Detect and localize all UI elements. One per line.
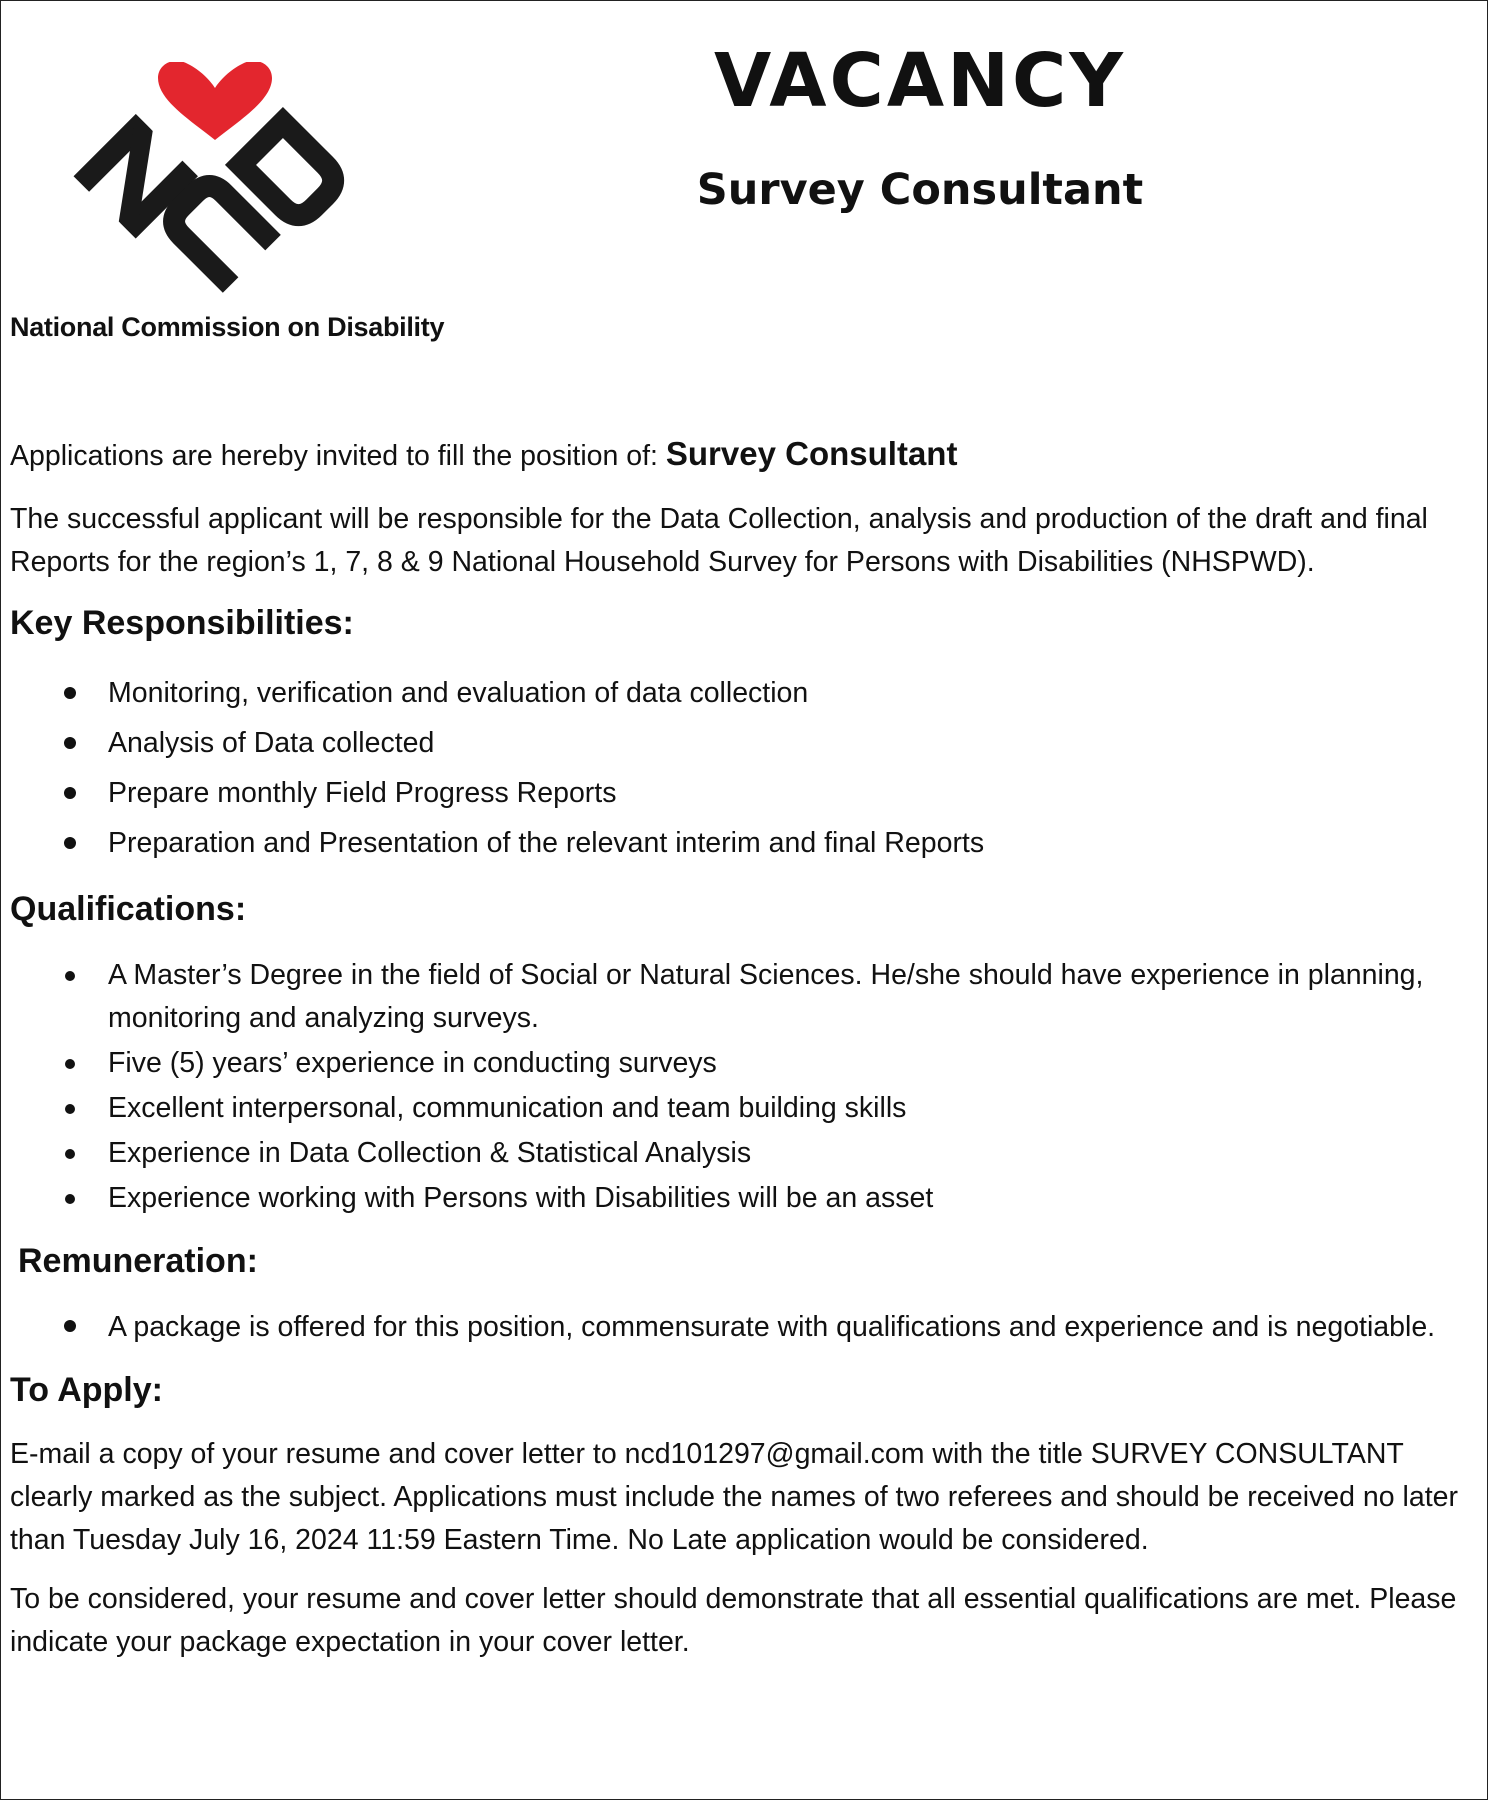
list-item-text: Experience in Data Collection & Statistical Analysis [108, 1137, 752, 1169]
list-item [10, 1042, 1480, 1085]
intro-position: Survey Consultant [665, 435, 958, 472]
bullet-icon [64, 837, 76, 849]
bullet-icon [65, 1149, 75, 1159]
bullet-icon [65, 1104, 75, 1114]
list-item [10, 668, 1480, 718]
list-item [10, 818, 1480, 868]
position-heading: Survey Consultant [696, 165, 1144, 215]
logo-letter-d [241, 123, 341, 223]
list-item-text: Analysis of Data collected [108, 727, 435, 759]
ncd-logo [70, 62, 360, 302]
vacancy-body [10, 432, 1480, 1676]
remuneration-heading: Remuneration: [18, 1242, 258, 1280]
list-item [10, 954, 1480, 1040]
responsibilities-list [10, 668, 1480, 868]
org-name: National Commission on Disability [10, 312, 445, 342]
list-item-text: A package is offered for this position, commensurate with qualifications and experience and is negotiable. [108, 1311, 1436, 1343]
heart-icon [158, 62, 272, 140]
apply-paragraph: E-mail a copy of your resume and cover letter to ncd101297@gmail.com with the title SURVEY CONSULTANT clearly marked as the subject. Applications must include the names of two referees and should be received no later than Tuesday July 16, 2024 11:59 Eastern Time. No Late application would be considered. [10, 1438, 1458, 1556]
list-item [10, 768, 1480, 818]
list-item-text: Monitoring, verification and evaluation of data collection [108, 677, 809, 709]
list-item-text: Prepare monthly Field Progress Reports [108, 777, 617, 809]
bullet-icon [64, 787, 76, 799]
qualifications-list [10, 954, 1480, 1220]
bullet-icon [65, 1194, 75, 1204]
list-item-text: Preparation and Presentation of the relevant interim and final Reports [108, 827, 985, 859]
intro-text: Applications are hereby invited to fill the position of: [10, 440, 666, 472]
intro-line [10, 432, 1480, 478]
list-item-text: A Master’s Degree in the field of Social or Natural Sciences. He/she should have experience in planning, monitoring and analyzing surveys. [108, 959, 1424, 1034]
bullet-icon [64, 737, 76, 749]
remuneration-list [10, 1306, 1480, 1349]
list-item-text: Experience working with Persons with Disabilities will be an asset [108, 1182, 934, 1214]
responsibilities-heading: Key Responsibilities: [10, 604, 354, 642]
vacancy-heading: VACANCY [714, 38, 1126, 124]
bullet-icon [65, 971, 75, 981]
apply-heading: To Apply: [10, 1371, 163, 1409]
qualifications-heading: Qualifications: [10, 890, 247, 928]
list-item-text: Five (5) years’ experience in conducting surveys [108, 1047, 717, 1079]
bullet-icon [64, 1320, 76, 1332]
list-item [10, 1306, 1480, 1349]
list-item [10, 1177, 1480, 1220]
description-paragraph: The successful applicant will be responsible for the Data Collection, analysis and production of the draft and final Reports for the region’s 1, 7, 8 & 9 National Household Survey for Persons with Disabilities (NHSPWD). [10, 503, 1428, 578]
consideration-paragraph: To be considered, your resume and cover letter should demonstrate that all essential qualifications are met. Please indicate your package expectation in your cover letter. [10, 1583, 1457, 1658]
list-item [10, 718, 1480, 768]
bullet-icon [65, 1059, 75, 1069]
list-item-text: Excellent interpersonal, communication and team building skills [108, 1092, 907, 1124]
bullet-icon [64, 687, 76, 699]
list-item [10, 1132, 1480, 1175]
list-item [10, 1087, 1480, 1130]
